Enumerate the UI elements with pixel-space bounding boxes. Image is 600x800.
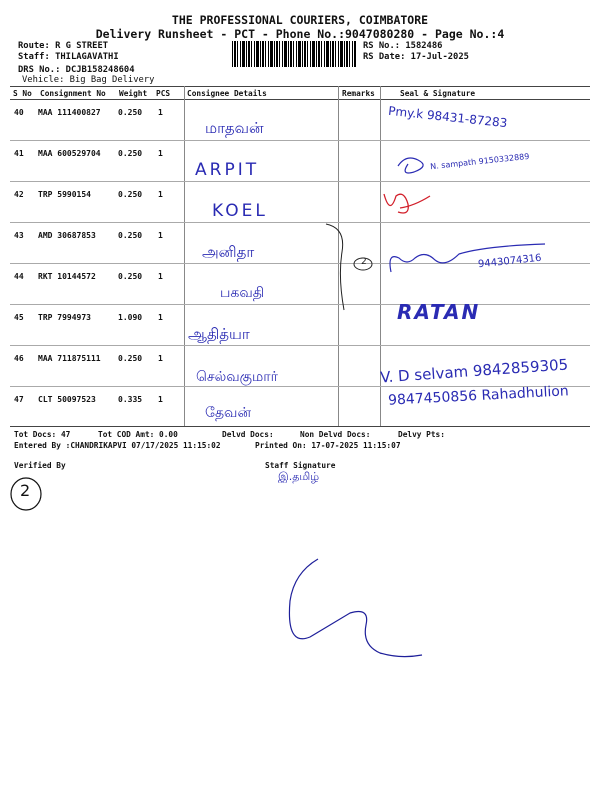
rs-number: RS No.: 1582486 (363, 41, 443, 51)
company-title: THE PROFESSIONAL COURIERS, COIMBATORE (171, 13, 429, 27)
signature: 9443074316 (477, 252, 543, 271)
consignment-no: MAA 111400827 (38, 108, 101, 117)
staff-signature-label: Staff Signature (265, 461, 336, 470)
sno: 44 (14, 272, 24, 281)
barcode-image (232, 41, 356, 67)
pcs: 1 (158, 231, 163, 240)
route-label: Route: R G STREET (18, 41, 109, 51)
table-row (10, 305, 590, 346)
col-seal-signature: Seal & Signature (400, 89, 476, 98)
col-consignment: Consignment No (40, 89, 106, 98)
sno: 41 (14, 149, 24, 158)
consignment-no: RKT 10144572 (38, 272, 96, 281)
signature: Pmy.k 98431-87283 (387, 103, 508, 131)
col-sno: S No (13, 89, 32, 98)
weight: 0.250 (118, 108, 143, 117)
staff-signature: இ.தமிழ் (278, 470, 320, 483)
signature: RATAN (397, 300, 481, 324)
sno: 47 (14, 395, 24, 404)
consignment-no: MAA 600529704 (38, 149, 101, 158)
consignment-no: AMD 30687853 (38, 231, 96, 240)
col-weight: Weight (119, 89, 148, 98)
rs-date: RS Date: 17-Jul-2025 (363, 52, 469, 62)
total-cod-amount: Tot COD Amt: 0.00 (98, 430, 178, 439)
pcs: 1 (158, 108, 163, 117)
table-top-rule (10, 86, 590, 87)
signature: N. sampath 9150332889 (429, 151, 530, 172)
handwritten-consignee: ARPIT (195, 160, 260, 180)
sno: 46 (14, 354, 24, 363)
consignment-no: CLT 50097523 (38, 395, 96, 404)
signature: V. D selvam 9842859305 (379, 355, 569, 387)
weight: 1.090 (118, 313, 143, 322)
pcs: 1 (158, 149, 163, 158)
weight: 0.250 (118, 272, 143, 281)
handwritten-consignee: KOEL (212, 201, 268, 221)
weight: 0.250 (118, 354, 143, 363)
signature: 9847450856 Rahadhulion (387, 383, 570, 409)
remarks-mark: 2 (361, 257, 367, 267)
handwritten-consignee: பகவதி (220, 285, 265, 301)
pen-stroke-mark (270, 555, 430, 665)
pcs: 1 (158, 190, 163, 199)
verified-by-label: Verified By (14, 461, 66, 470)
pcs: 1 (158, 272, 163, 281)
consignment-no: TRP 7994973 (38, 313, 91, 322)
weight: 0.335 (118, 395, 143, 404)
consignment-no: TRP 5990154 (38, 190, 91, 199)
weight: 0.250 (118, 231, 143, 240)
pcs: 1 (158, 395, 163, 404)
red-signature (380, 186, 440, 222)
non-delivered-docs: Non Delvd Docs: (300, 430, 371, 439)
handwritten-consignee: மாதவன் (205, 119, 264, 137)
sno: 40 (14, 108, 24, 117)
runsheet-subtitle: Delivery Runsheet - PCT - Phone No.:9047080280 - Page No.:4 (95, 27, 505, 41)
printed-on: Printed On: 17-07-2025 11:15:07 (255, 441, 401, 450)
delivered-docs: Delvd Docs: (222, 430, 274, 439)
total-docs: Tot Docs: 47 (14, 430, 71, 439)
drs-label: DRS No.: DCJB158248604 (18, 65, 135, 75)
sno: 42 (14, 190, 24, 199)
weight: 0.250 (118, 190, 143, 199)
staff-label: Staff: THILAGAVATHI (18, 52, 119, 62)
col-consignee: Consignee Details (187, 89, 267, 98)
consignment-no: MAA 711875111 (38, 354, 101, 363)
handwritten-consignee: அனிதா (202, 243, 255, 261)
table-bottom-rule (10, 426, 590, 427)
remarks-bracket-mark (318, 222, 378, 314)
handwritten-consignee: தேவன் (205, 405, 252, 421)
table-row (10, 182, 590, 223)
verified-mark: 2 (20, 481, 31, 500)
entered-by: Entered By :CHANDRIKAPVI 07/17/2025 11:15:02 (14, 441, 221, 450)
pcs: 1 (158, 313, 163, 322)
col-pcs: PCS (156, 89, 171, 98)
sno: 43 (14, 231, 24, 240)
handwritten-consignee: செல்வகுமார் (196, 369, 278, 385)
delivery-points: Delvy Pts: (398, 430, 445, 439)
vehicle-label: Vehicle: Big Bag Delivery (22, 75, 155, 85)
pcs: 1 (158, 354, 163, 363)
weight: 0.250 (118, 149, 143, 158)
col-remarks: Remarks (342, 89, 375, 98)
handwritten-consignee: ஆதித்யா (188, 325, 250, 343)
sno: 45 (14, 313, 24, 322)
